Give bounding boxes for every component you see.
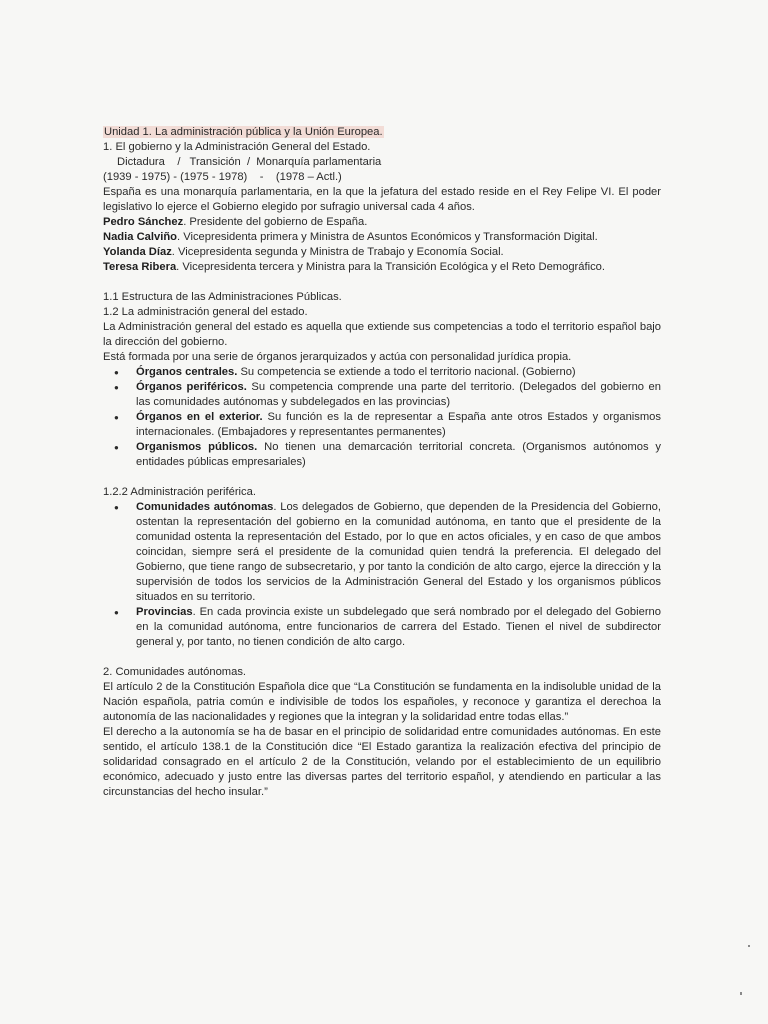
section-2-para-2: El derecho a la autonomía se ha de basar en el principio de solidaridad entre comunidades autónomas. En este sentido, el artículo 138.1 de la Constitución dice “El Estado garantiza la realización efectiva del principio de solidaridad consagrado en el artículo 2 de la Constitución, velando por el establecimiento de un equilibrio económico, adecuado y justo entre las diversas partes del territorio español, y atendiendo en particular a las circunstancias del hecho insular.” — [103, 726, 661, 798]
list-item-text: No tienen una demarcación territorial concreta. (Organismos autónomos y entidades públicas empresariales) — [136, 441, 661, 468]
person-name: Pedro Sánchez — [103, 216, 184, 228]
peripheral-list — [103, 500, 661, 650]
section-1-title: 1. El gobierno y la Administración General del Estado. — [103, 141, 371, 153]
person-name: Nadia Calviño — [103, 231, 177, 243]
list-item-term: Comunidades autónomas — [136, 501, 274, 513]
list-item-text: Su competencia se extiende a todo el territorio nacional. (Gobierno) — [237, 366, 576, 378]
list-item — [136, 380, 661, 410]
section-2-title: 2. Comunidades autónomas. — [103, 666, 247, 678]
scan-speck — [748, 945, 750, 947]
organ-list — [103, 365, 661, 470]
section-1-1-title: 1.1 Estructura de las Administraciones Públicas. — [103, 291, 342, 303]
scan-speck — [740, 992, 742, 995]
list-item-text: . Los delegados de Gobierno, que dependen de la Presidencia del Gobierno, ostentan la representación del gobierno en la comunidad autónoma, en tanto que el presidente de la comunidad ostenta la representación del Estado, por lo que en actos oficiales, y en caso de que ambos coincidan, siempre será el presidente de la comunidad quien tendrá la preferencia. El delegado del Gobierno, que tiene rango de subsecretario, y por tanto la condición de alto cargo, ejerce la dirección y la supervisión de todos los servicios de la Administración General del Estado y los organismos públicos situados en su territorio. — [136, 501, 661, 603]
section-1-2-2-title: 1.2.2 Administración periférica. — [103, 486, 256, 498]
years-line: (1939 - 1975) - (1975 - 1978) - (1978 – Actl.) — [103, 171, 342, 183]
person-row — [103, 215, 661, 230]
list-item — [136, 410, 661, 440]
unit-heading: Unidad 1. La administración pública y la Unión Europea. — [104, 126, 383, 138]
list-item — [136, 500, 661, 605]
person-name: Teresa Ribera — [103, 261, 177, 273]
periods-line: Dictadura / Transición / Monarquía parlamentaria — [117, 156, 382, 168]
list-item-text: . En cada provincia existe un subdelegado que será nombrado por el delegado del Gobierno en la comunidad autónoma, entre funcionarios de carrera del Estado. Tienen el nivel de subdirector general y, por tanto, no tienen condición de alto cargo. — [136, 606, 661, 648]
person-role: . Vicepresidenta primera y Ministra de Asuntos Económicos y Transformación Digital. — [176, 231, 598, 243]
list-item-term: Órganos centrales. — [136, 366, 238, 378]
list-item-term: Provincias — [136, 606, 193, 618]
list-item-text: Su competencia comprende una parte del territorio. (Delegados del gobierno en las comunidades autónomas y subdelegados en las provincias) — [136, 381, 661, 408]
person-row — [103, 260, 661, 275]
section-1-intro: España es una monarquía parlamentaria, en la que la jefatura del estado reside en el Rey Felipe VI. El poder legislativo lo ejerce el Gobierno elegido por sufragio universal cada 4 años. — [103, 186, 661, 213]
list-item-term: Órganos periféricos. — [136, 381, 247, 393]
person-role: . Vicepresidenta segunda y Ministra de Trabajo y Economía Social. — [171, 246, 504, 258]
list-item — [136, 365, 661, 380]
section-2-para-1: El artículo 2 de la Constitución Española dice que “La Constitución se fundamenta en la indisoluble unidad de la Nación española, patria común e indivisible de todos los españoles, y reconoce y garantiza el derechoa la autonomía de las nacionalidades y regiones que la integran y la solidaridad entre todas ellas.” — [103, 681, 661, 723]
section-1-2-title: 1.2 La administración general del estado. — [103, 306, 308, 318]
list-item-term: Órganos en el exterior. — [136, 411, 263, 423]
list-item — [136, 440, 661, 470]
list-item — [136, 605, 661, 650]
list-item-term: Organismos públicos. — [136, 441, 258, 453]
person-row — [103, 245, 661, 260]
person-role: . Vicepresidenta tercera y Ministra para la Transición Ecológica y el Reto Demográfico. — [176, 261, 606, 273]
section-1-2-para-2: Está formada por una serie de órganos jerarquizados y actúa con personalidad jurídica propia. — [103, 351, 572, 363]
section-1-2-para-1: La Administración general del estado es aquella que extiende sus competencias a todo el territorio español bajo la dirección del gobierno. — [103, 321, 661, 348]
document-page — [103, 125, 661, 800]
list-item-text: Su función es la de representar a España ante otros Estados y organismos internacionales. (Embajadores y representantes permanentes) — [136, 411, 661, 438]
person-role: . Presidente del gobierno de España. — [183, 216, 368, 228]
person-row — [103, 230, 661, 245]
person-name: Yolanda Díaz — [103, 246, 172, 258]
